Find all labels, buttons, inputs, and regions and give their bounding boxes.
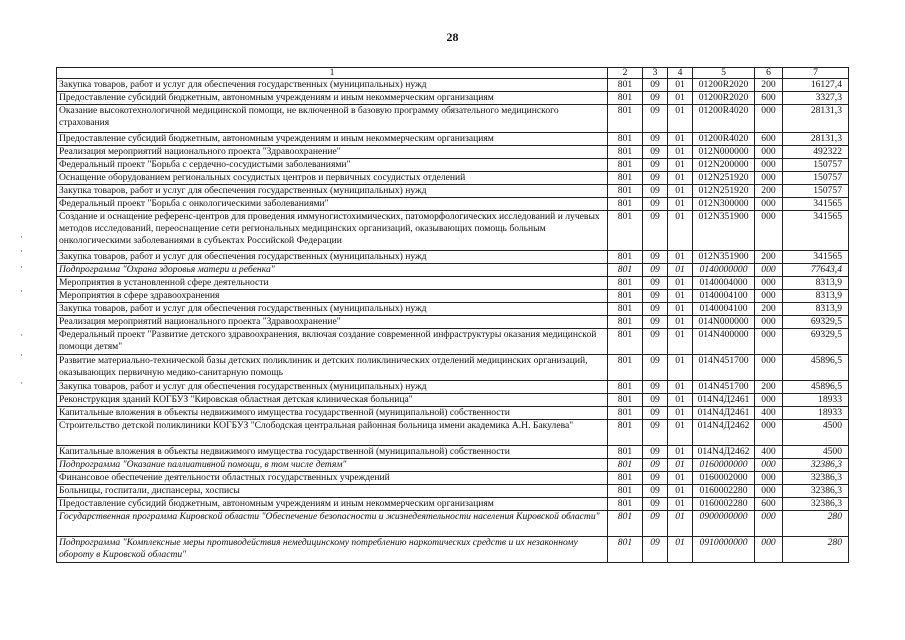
row-name-cell: Предоставление субсидий бюджетным, автономным учреждениям и иным некоммерческим организациям bbox=[57, 498, 608, 511]
row-name-cell: Федеральный проект "Развитие детского здравоохранения, включая создание современной инфраструктуры оказания медицинской помощи детям" bbox=[57, 329, 608, 355]
row-name-cell: Развитие материально-технической базы детских поликлиник и детских поликлинических отделений медицинских организаций, оказывающих первичную медико-санитарную помощь bbox=[57, 355, 608, 381]
row-amount-cell: 45896,5 bbox=[783, 355, 849, 381]
row-amount-cell: 28131,3 bbox=[783, 133, 849, 146]
table-row bbox=[57, 420, 849, 446]
row-amount-cell: 69329,5 bbox=[783, 316, 849, 329]
row-amount-cell: 77643,4 bbox=[783, 264, 849, 277]
table-row bbox=[57, 290, 849, 303]
row-section-cell: 09 bbox=[643, 511, 668, 537]
row-amount-cell: 280 bbox=[783, 537, 849, 563]
table-row bbox=[57, 381, 849, 394]
table-row bbox=[57, 146, 849, 159]
row-target-cell: 01200R4020 bbox=[693, 133, 755, 146]
row-expense-type-cell: 000 bbox=[755, 394, 783, 407]
row-section-cell: 09 bbox=[643, 133, 668, 146]
row-subsection-cell: 01 bbox=[668, 290, 693, 303]
row-subsection-cell: 01 bbox=[668, 472, 693, 485]
row-name-cell: Закупка товаров, работ и услуг для обеспечения государственных (муниципальных) нужд bbox=[57, 303, 608, 316]
row-expense-type-cell: 600 bbox=[755, 92, 783, 105]
row-name-cell: Мероприятия в сфере здравоохранения bbox=[57, 290, 608, 303]
row-amount-cell: 341565 bbox=[783, 211, 849, 251]
row-amount-cell: 150757 bbox=[783, 185, 849, 198]
row-target-cell: 0160000000 bbox=[693, 459, 755, 472]
row-section-cell: 09 bbox=[643, 251, 668, 264]
row-name-cell: Закупка товаров, работ и услуг для обеспечения государственных (муниципальных) нужд bbox=[57, 251, 608, 264]
row-name-cell: Предоставление субсидий бюджетным, автономным учреждениям и иным некоммерческим организациям bbox=[57, 92, 608, 105]
row-amount-cell: 32386,3 bbox=[783, 472, 849, 485]
row-code-cell: 801 bbox=[608, 459, 643, 472]
row-amount-cell: 18933 bbox=[783, 394, 849, 407]
row-section-cell: 09 bbox=[643, 472, 668, 485]
row-expense-type-cell: 000 bbox=[755, 105, 783, 133]
row-amount-cell: 150757 bbox=[783, 159, 849, 172]
header-cell: 6 bbox=[755, 68, 783, 79]
row-expense-type-cell: 200 bbox=[755, 79, 783, 92]
row-code-cell: 801 bbox=[608, 511, 643, 537]
row-subsection-cell: 01 bbox=[668, 172, 693, 185]
row-expense-type-cell: 000 bbox=[755, 316, 783, 329]
row-name-cell: Создание и оснащение референс-центров для проведения иммуногистохимических, патоморфологических исследований и лучевых методов исследований, переоснащение сети региональных медицинских организаций, оказывающих помощь больным онкологическими заболеваниями в субъектах Российской Федерации bbox=[57, 211, 608, 251]
table-row bbox=[57, 446, 849, 459]
table-row bbox=[57, 394, 849, 407]
row-name-cell: Реконструкция зданий КОГБУЗ "Кировская областная детская клиническая больница" bbox=[57, 394, 608, 407]
row-section-cell: 09 bbox=[643, 459, 668, 472]
row-target-cell: 0900000000 bbox=[693, 511, 755, 537]
row-name-cell: Больницы, госпитали, диспансеры, хосписы bbox=[57, 485, 608, 498]
table-row bbox=[57, 105, 849, 133]
row-subsection-cell: 01 bbox=[668, 159, 693, 172]
row-subsection-cell: 01 bbox=[668, 198, 693, 211]
table-row bbox=[57, 407, 849, 420]
row-target-cell: 0140004100 bbox=[693, 290, 755, 303]
row-expense-type-cell: 000 bbox=[755, 511, 783, 537]
table-row bbox=[57, 485, 849, 498]
row-subsection-cell: 01 bbox=[668, 511, 693, 537]
table-row bbox=[57, 79, 849, 92]
scan-mark: · bbox=[20, 378, 23, 388]
row-name-cell: Закупка товаров, работ и услуг для обеспечения государственных (муниципальных) нужд bbox=[57, 381, 608, 394]
row-code-cell: 801 bbox=[608, 316, 643, 329]
row-amount-cell: 4500 bbox=[783, 446, 849, 459]
row-section-cell: 09 bbox=[643, 146, 668, 159]
row-amount-cell: 69329,5 bbox=[783, 329, 849, 355]
row-target-cell: 012N300000 bbox=[693, 198, 755, 211]
row-expense-type-cell: 000 bbox=[755, 459, 783, 472]
table-row bbox=[57, 185, 849, 198]
row-section-cell: 09 bbox=[643, 277, 668, 290]
row-expense-type-cell: 000 bbox=[755, 277, 783, 290]
row-subsection-cell: 01 bbox=[668, 420, 693, 446]
row-amount-cell: 8313,9 bbox=[783, 277, 849, 290]
row-code-cell: 801 bbox=[608, 498, 643, 511]
scan-mark: · bbox=[20, 330, 23, 340]
row-section-cell: 09 bbox=[643, 185, 668, 198]
row-subsection-cell: 01 bbox=[668, 105, 693, 133]
row-subsection-cell: 01 bbox=[668, 185, 693, 198]
row-amount-cell: 280 bbox=[783, 511, 849, 537]
table-row bbox=[57, 159, 849, 172]
row-amount-cell: 32386,3 bbox=[783, 485, 849, 498]
row-section-cell: 09 bbox=[643, 381, 668, 394]
row-section-cell: 09 bbox=[643, 105, 668, 133]
header-cell: 5 bbox=[693, 68, 755, 79]
row-section-cell: 09 bbox=[643, 264, 668, 277]
row-target-cell: 0140000000 bbox=[693, 264, 755, 277]
row-subsection-cell: 01 bbox=[668, 303, 693, 316]
row-target-cell: 012N200000 bbox=[693, 159, 755, 172]
budget-table bbox=[56, 67, 849, 563]
row-section-cell: 09 bbox=[643, 159, 668, 172]
row-amount-cell: 341565 bbox=[783, 198, 849, 211]
row-section-cell: 09 bbox=[643, 407, 668, 420]
row-expense-type-cell: 000 bbox=[755, 485, 783, 498]
row-code-cell: 801 bbox=[608, 211, 643, 251]
row-code-cell: 801 bbox=[608, 290, 643, 303]
row-target-cell: 0160002280 bbox=[693, 485, 755, 498]
row-amount-cell: 16127,4 bbox=[783, 79, 849, 92]
row-code-cell: 801 bbox=[608, 277, 643, 290]
row-code-cell: 801 bbox=[608, 172, 643, 185]
row-expense-type-cell: 400 bbox=[755, 407, 783, 420]
row-target-cell: 014N4Д2461 bbox=[693, 394, 755, 407]
row-section-cell: 09 bbox=[643, 290, 668, 303]
row-subsection-cell: 01 bbox=[668, 264, 693, 277]
row-subsection-cell: 01 bbox=[668, 459, 693, 472]
row-name-cell: Мероприятия в установленной сфере деятельности bbox=[57, 277, 608, 290]
row-code-cell: 801 bbox=[608, 92, 643, 105]
row-code-cell: 801 bbox=[608, 198, 643, 211]
row-target-cell: 01200R2020 bbox=[693, 79, 755, 92]
row-expense-type-cell: 000 bbox=[755, 420, 783, 446]
scan-mark: · bbox=[20, 246, 23, 256]
row-code-cell: 801 bbox=[608, 133, 643, 146]
header-cell: 4 bbox=[668, 68, 693, 79]
row-name-cell: Оказание высокотехнологичной медицинской помощи, не включенной в базовую программу обязательного медицинского страхования bbox=[57, 105, 608, 133]
row-code-cell: 801 bbox=[608, 329, 643, 355]
row-name-cell: Оснащение оборудованием региональных сосудистых центров и первичных сосудистых отделений bbox=[57, 172, 608, 185]
row-name-cell: Подпрограмма "Охрана здоровья матери и ребенка" bbox=[57, 264, 608, 277]
row-name-cell: Реализация мероприятий национального проекта "Здравоохранение" bbox=[57, 316, 608, 329]
row-section-cell: 09 bbox=[643, 394, 668, 407]
table-row bbox=[57, 472, 849, 485]
row-name-cell: Капитальные вложения в объекты недвижимого имущества государственной (муниципальной) собственности bbox=[57, 407, 608, 420]
row-section-cell: 09 bbox=[643, 420, 668, 446]
table-row bbox=[57, 316, 849, 329]
row-name-cell: Государственная программа Кировской области "Обеспечение безопасности и жизнедеятельности населения Кировской области" bbox=[57, 511, 608, 537]
row-target-cell: 01200R4020 bbox=[693, 105, 755, 133]
row-subsection-cell: 01 bbox=[668, 394, 693, 407]
scan-mark: · bbox=[20, 286, 23, 296]
row-section-cell: 09 bbox=[643, 211, 668, 251]
table-row bbox=[57, 355, 849, 381]
row-amount-cell: 492322 bbox=[783, 146, 849, 159]
row-subsection-cell: 01 bbox=[668, 446, 693, 459]
row-subsection-cell: 01 bbox=[668, 316, 693, 329]
row-expense-type-cell: 000 bbox=[755, 290, 783, 303]
row-subsection-cell: 01 bbox=[668, 498, 693, 511]
table-row bbox=[57, 264, 849, 277]
row-code-cell: 801 bbox=[608, 303, 643, 316]
row-code-cell: 801 bbox=[608, 159, 643, 172]
row-name-cell: Закупка товаров, работ и услуг для обеспечения государственных (муниципальных) нужд bbox=[57, 185, 608, 198]
row-name-cell: Закупка товаров, работ и услуг для обеспечения государственных (муниципальных) нужд bbox=[57, 79, 608, 92]
row-subsection-cell: 01 bbox=[668, 537, 693, 563]
row-expense-type-cell: 200 bbox=[755, 251, 783, 264]
row-subsection-cell: 01 bbox=[668, 355, 693, 381]
row-amount-cell: 32386,3 bbox=[783, 459, 849, 472]
row-section-cell: 09 bbox=[643, 355, 668, 381]
row-section-cell: 09 bbox=[643, 92, 668, 105]
row-subsection-cell: 01 bbox=[668, 92, 693, 105]
row-name-cell: Капитальные вложения в объекты недвижимого имущества государственной (муниципальной) собственности bbox=[57, 446, 608, 459]
row-section-cell: 09 bbox=[643, 329, 668, 355]
row-section-cell: 09 bbox=[643, 446, 668, 459]
row-amount-cell: 8313,9 bbox=[783, 303, 849, 316]
row-section-cell: 09 bbox=[643, 316, 668, 329]
row-target-cell: 0160002000 bbox=[693, 472, 755, 485]
row-amount-cell: 32386,3 bbox=[783, 498, 849, 511]
row-code-cell: 801 bbox=[608, 146, 643, 159]
row-target-cell: 014N4Д2461 bbox=[693, 407, 755, 420]
row-code-cell: 801 bbox=[608, 472, 643, 485]
row-target-cell: 0910000000 bbox=[693, 537, 755, 563]
row-subsection-cell: 01 bbox=[668, 407, 693, 420]
row-name-cell: Федеральный проект "Борьба с онкологическими заболеваниями" bbox=[57, 198, 608, 211]
row-code-cell: 801 bbox=[608, 105, 643, 133]
row-subsection-cell: 01 bbox=[668, 146, 693, 159]
header-cell: 7 bbox=[783, 68, 849, 79]
row-name-cell: Реализация мероприятий национального проекта "Здравоохранение" bbox=[57, 146, 608, 159]
row-expense-type-cell: 000 bbox=[755, 172, 783, 185]
table-row bbox=[57, 172, 849, 185]
row-name-cell: Предоставление субсидий бюджетным, автономным учреждениям и иным некоммерческим организациям bbox=[57, 133, 608, 146]
row-section-cell: 09 bbox=[643, 172, 668, 185]
row-code-cell: 801 bbox=[608, 537, 643, 563]
row-target-cell: 0140004100 bbox=[693, 303, 755, 316]
row-amount-cell: 341565 bbox=[783, 251, 849, 264]
row-expense-type-cell: 000 bbox=[755, 355, 783, 381]
row-amount-cell: 4500 bbox=[783, 420, 849, 446]
row-code-cell: 801 bbox=[608, 185, 643, 198]
table-row bbox=[57, 498, 849, 511]
row-code-cell: 801 bbox=[608, 485, 643, 498]
row-target-cell: 012N251920 bbox=[693, 185, 755, 198]
row-subsection-cell: 01 bbox=[668, 251, 693, 264]
row-amount-cell: 150757 bbox=[783, 172, 849, 185]
row-name-cell: Подпрограмма "Оказание паллиативной помощи, в том числе детям" bbox=[57, 459, 608, 472]
row-expense-type-cell: 000 bbox=[755, 146, 783, 159]
row-subsection-cell: 01 bbox=[668, 381, 693, 394]
row-target-cell: 014N000000 bbox=[693, 316, 755, 329]
row-section-cell: 09 bbox=[643, 198, 668, 211]
row-target-cell: 012N251920 bbox=[693, 172, 755, 185]
header-cell: 1 bbox=[57, 68, 608, 79]
row-code-cell: 801 bbox=[608, 407, 643, 420]
row-subsection-cell: 01 bbox=[668, 133, 693, 146]
scan-mark: · bbox=[20, 262, 23, 272]
row-expense-type-cell: 400 bbox=[755, 446, 783, 459]
row-target-cell: 014N451700 bbox=[693, 355, 755, 381]
row-target-cell: 012N351900 bbox=[693, 211, 755, 251]
header-cell: 2 bbox=[608, 68, 643, 79]
row-code-cell: 801 bbox=[608, 394, 643, 407]
table-row bbox=[57, 329, 849, 355]
row-code-cell: 801 bbox=[608, 251, 643, 264]
table-row bbox=[57, 303, 849, 316]
row-section-cell: 09 bbox=[643, 303, 668, 316]
row-target-cell: 012N351900 bbox=[693, 251, 755, 264]
row-expense-type-cell: 000 bbox=[755, 537, 783, 563]
row-code-cell: 801 bbox=[608, 79, 643, 92]
row-code-cell: 801 bbox=[608, 446, 643, 459]
row-subsection-cell: 01 bbox=[668, 485, 693, 498]
row-expense-type-cell: 000 bbox=[755, 198, 783, 211]
row-section-cell: 09 bbox=[643, 537, 668, 563]
row-expense-type-cell: 000 bbox=[755, 472, 783, 485]
row-section-cell: 09 bbox=[643, 79, 668, 92]
table-row bbox=[57, 133, 849, 146]
table-row bbox=[57, 92, 849, 105]
page-number: 28 bbox=[446, 30, 459, 44]
table-row bbox=[57, 277, 849, 290]
row-amount-cell: 18933 bbox=[783, 407, 849, 420]
row-name-cell: Строительство детской поликлиники КОГБУЗ "Слободская центральная районная больница имени академика А.Н. Бакулева" bbox=[57, 420, 608, 446]
header-cell: 3 bbox=[643, 68, 668, 79]
row-name-cell: Финансовое обеспечение деятельности областных государственных учреждений bbox=[57, 472, 608, 485]
row-target-cell: 014N4Д2462 bbox=[693, 446, 755, 459]
scan-mark: · bbox=[20, 232, 23, 242]
row-target-cell: 0140004000 bbox=[693, 277, 755, 290]
row-name-cell: Подпрограмма "Комплексные меры противодействия немедицинскому потреблению наркотических средств и их незаконному обороту в Кировской области" bbox=[57, 537, 608, 563]
row-section-cell: 09 bbox=[643, 498, 668, 511]
row-expense-type-cell: 200 bbox=[755, 303, 783, 316]
row-subsection-cell: 01 bbox=[668, 79, 693, 92]
row-expense-type-cell: 000 bbox=[755, 264, 783, 277]
row-target-cell: 012N000000 bbox=[693, 146, 755, 159]
table-row bbox=[57, 198, 849, 211]
row-expense-type-cell: 200 bbox=[755, 185, 783, 198]
table-row bbox=[57, 211, 849, 251]
table-row bbox=[57, 537, 849, 563]
row-target-cell: 014N4Д2462 bbox=[693, 420, 755, 446]
row-amount-cell: 45896,5 bbox=[783, 381, 849, 394]
row-code-cell: 801 bbox=[608, 420, 643, 446]
row-target-cell: 0160002280 bbox=[693, 498, 755, 511]
row-expense-type-cell: 600 bbox=[755, 133, 783, 146]
row-expense-type-cell: 000 bbox=[755, 211, 783, 251]
row-subsection-cell: 01 bbox=[668, 211, 693, 251]
row-expense-type-cell: 000 bbox=[755, 329, 783, 355]
row-expense-type-cell: 200 bbox=[755, 381, 783, 394]
row-name-cell: Федеральный проект "Борьба с сердечно-сосудистыми заболеваниями" bbox=[57, 159, 608, 172]
row-expense-type-cell: 600 bbox=[755, 498, 783, 511]
scan-mark: · bbox=[20, 350, 23, 360]
row-target-cell: 01200R2020 bbox=[693, 92, 755, 105]
row-target-cell: 014N451700 bbox=[693, 381, 755, 394]
row-code-cell: 801 bbox=[608, 264, 643, 277]
row-section-cell: 09 bbox=[643, 485, 668, 498]
table-row bbox=[57, 511, 849, 537]
row-subsection-cell: 01 bbox=[668, 329, 693, 355]
row-amount-cell: 8313,9 bbox=[783, 290, 849, 303]
row-code-cell: 801 bbox=[608, 381, 643, 394]
table-row bbox=[57, 459, 849, 472]
row-amount-cell: 28131,3 bbox=[783, 105, 849, 133]
row-expense-type-cell: 000 bbox=[755, 159, 783, 172]
table-row bbox=[57, 251, 849, 264]
table-header-row bbox=[57, 68, 849, 79]
row-code-cell: 801 bbox=[608, 355, 643, 381]
row-amount-cell: 3327,3 bbox=[783, 92, 849, 105]
row-target-cell: 014N400000 bbox=[693, 329, 755, 355]
row-subsection-cell: 01 bbox=[668, 277, 693, 290]
